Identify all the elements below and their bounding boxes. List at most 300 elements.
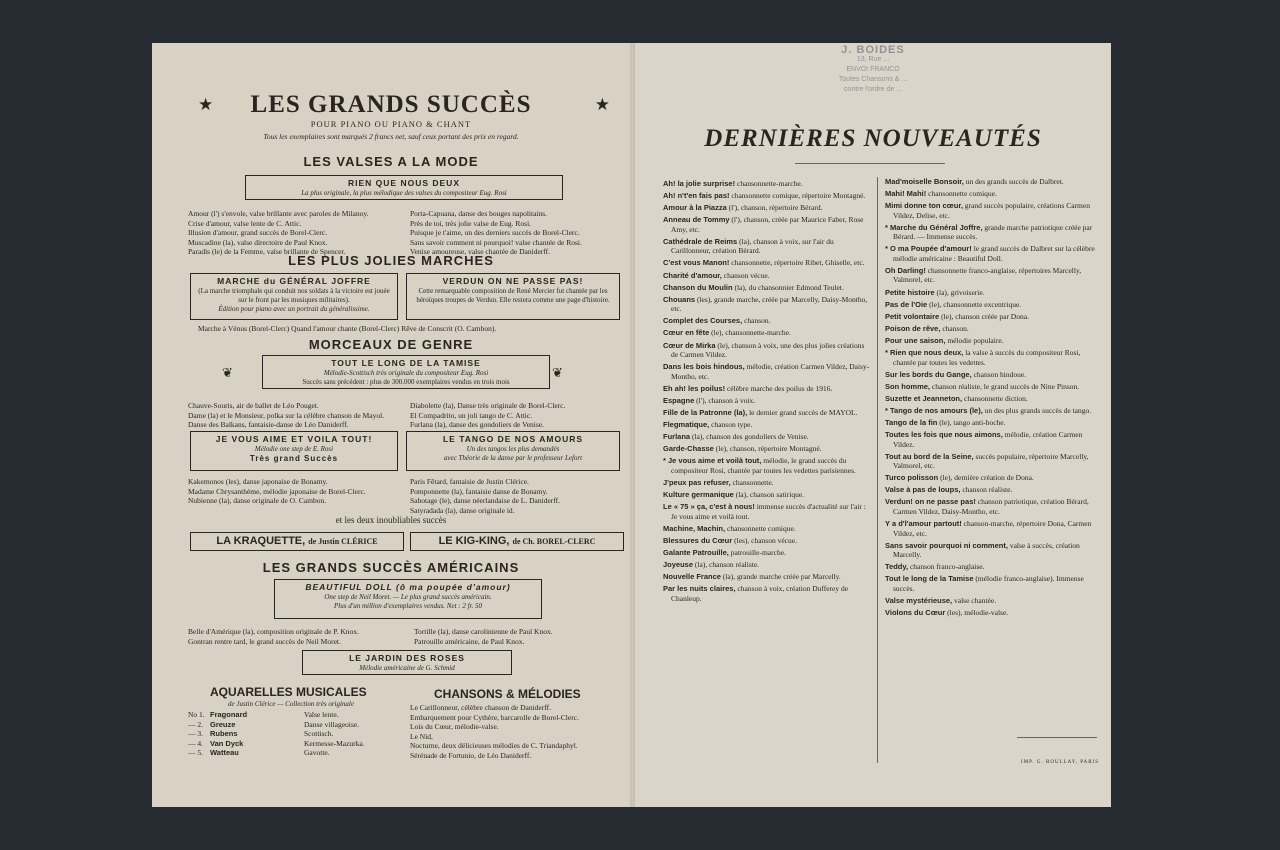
song-entry xyxy=(885,382,1097,392)
song-entry xyxy=(885,300,1097,310)
box-title: BEAUTIFUL DOLL (ô ma poupée d'amour) xyxy=(305,582,511,592)
song-title: Flegmatique, xyxy=(663,420,710,429)
song-description: (la), chanson satirique. xyxy=(733,489,805,499)
box-subtitle: One step de Neil Moret. — Le plus grand succès américain. xyxy=(324,593,492,601)
song-title: Espagne xyxy=(663,395,695,405)
song-description: (la), chanson réaliste. xyxy=(693,559,760,569)
item-name: Rubens xyxy=(210,729,238,739)
song-entry xyxy=(885,244,1097,263)
song-title: Anneau de Tommy xyxy=(663,215,730,225)
song-title: Fille de la Patronne (la), xyxy=(663,407,748,417)
song-entry xyxy=(663,548,871,558)
song-description: chansonnette diction. xyxy=(962,393,1028,403)
song-entry xyxy=(885,336,1097,346)
list-item: Patrouille américaine, de Paul Knox. xyxy=(414,636,525,646)
song-entry xyxy=(663,408,871,418)
song-title: Tout le long de la Tamise xyxy=(885,574,974,584)
song-entry xyxy=(885,418,1097,428)
aquarelles-subtitle: de Justin Clérice — Collection très originale xyxy=(228,700,354,708)
song-entry xyxy=(663,215,871,234)
song-entry xyxy=(663,316,871,326)
song-description: (les), chanson vécue. xyxy=(732,535,797,545)
song-entry xyxy=(663,536,871,546)
song-title: Mimi donne ton cœur, xyxy=(885,201,963,211)
kigking-box xyxy=(410,532,624,551)
song-title: Nouvelle France xyxy=(663,572,721,582)
song-title: * O ma Poupée d'amour! xyxy=(885,244,972,254)
song-entry xyxy=(663,283,871,293)
song-title: Cathédrale de Reims xyxy=(663,236,738,246)
marche-joffre-box xyxy=(190,273,398,320)
song-description: grande marche patriotique créée par Bérard. — Immense succès. xyxy=(893,222,1093,242)
inoubliables-text: et les deux inoubliables succès xyxy=(335,515,447,525)
song-description: (la), du chansonnier Edmond Teulet. xyxy=(732,282,844,292)
song-entry xyxy=(663,203,871,213)
americains-list-1 xyxy=(188,627,413,646)
chansons-heading: CHANSONS & MÉLODIES xyxy=(434,687,581,701)
song-entry xyxy=(663,179,871,189)
song-entry xyxy=(663,572,871,582)
box-title: TOUT LE LONG DE LA TAMISE xyxy=(331,358,481,368)
song-description: chanson. xyxy=(742,316,771,326)
song-description: la valse à succès du compositeur Rosi, chantée par toutes les vedettes. xyxy=(893,348,1081,367)
song-title: Kulture germanique xyxy=(663,489,734,499)
song-entry xyxy=(663,502,871,521)
dealer-stamp xyxy=(803,45,943,115)
box-title: JE VOUS AIME ET VOILA TOUT! xyxy=(215,434,373,444)
song-description: valse à succès, création Marcelly. xyxy=(893,540,1080,560)
song-title: Toutes les fois que nous aimons, xyxy=(885,430,1003,440)
song-entry xyxy=(663,456,871,475)
song-entry xyxy=(885,370,1097,380)
song-entry xyxy=(885,497,1097,516)
song-entry xyxy=(885,519,1097,538)
song-entry xyxy=(663,191,871,201)
stamp-line: contre l'ordre de ... xyxy=(843,86,903,93)
box-note: Édition pour piano avec un portrait du généralissime. xyxy=(218,305,370,313)
song-entry xyxy=(663,396,871,406)
song-title: Amour à la Piazza xyxy=(663,203,727,213)
list-item: Kakemonos (les), danse japonaise de Bonamy. xyxy=(188,477,328,486)
chansons-list xyxy=(410,703,624,761)
jardin-des-roses-box xyxy=(302,650,512,675)
song-entry xyxy=(885,201,1097,220)
song-title: Y a d'l'amour partout! xyxy=(885,519,962,529)
list-item: Lois du Cœur, mélodie-valse. xyxy=(410,722,499,732)
song-title: Cœur de Mirka xyxy=(663,340,716,350)
song-description: chanson. xyxy=(940,323,969,333)
song-title: * Rien que nous deux, xyxy=(885,348,964,358)
list-item: Sans savoir comment ni pourquoi! valse chantée de Rosi. xyxy=(410,237,582,247)
list-item: Sérénade de Fortunio, de Léo Daniderff. xyxy=(410,750,532,760)
list-item: Illusion d'amour, grand succès de Borel-Clerc. xyxy=(188,228,328,238)
item-type: Valse lente. xyxy=(304,710,339,719)
song-entry xyxy=(885,473,1097,483)
song-title: Tout au bord de la Seine, xyxy=(885,451,974,461)
song-entry xyxy=(885,394,1097,404)
kraquette-author: de Justin CLÉRICE xyxy=(308,537,378,546)
list-item: Diabolette (la), Danse très originale de Borel-Clerc. xyxy=(410,401,566,410)
song-entry xyxy=(885,223,1097,242)
stamp-line: Toutes Chansons & ... xyxy=(838,76,908,83)
marches-heading: LES PLUS JOLIES MARCHES xyxy=(288,253,494,268)
list-item: Dame (la) et le Monsieur, polka sur la célèbre chanson de Mayol. xyxy=(188,410,385,420)
song-description: (mélodie franco-anglaise). Immense succès. xyxy=(893,574,1084,593)
imprint-rule xyxy=(1017,737,1097,738)
song-entry xyxy=(885,430,1097,449)
song-entry xyxy=(885,288,1097,298)
song-title: Furlana xyxy=(663,432,691,442)
valses-list-2 xyxy=(410,209,624,257)
genre-list-3 xyxy=(188,477,403,506)
list-item: Puisque je t'aime, un des derniers succès de Borel-Clerc. xyxy=(410,228,580,238)
song-title: Valse mystérieuse, xyxy=(885,595,953,605)
song-entry xyxy=(885,452,1097,471)
item-number: No 1. xyxy=(188,710,205,719)
list-item xyxy=(188,710,403,720)
je-vous-aime-box xyxy=(190,431,398,471)
song-title: Charité d'amour, xyxy=(663,270,722,280)
song-entry xyxy=(663,237,871,256)
song-title: Machine, Machin, xyxy=(663,523,726,533)
item-name: Greuze xyxy=(210,719,236,729)
list-item: Embarquement pour Cythère, barcarolle de Borel-Clerc. xyxy=(410,712,579,722)
song-title: Dans les bois hindous, xyxy=(663,362,745,372)
item-name: Fragonard xyxy=(210,710,248,719)
song-description: patrouille-marche. xyxy=(728,547,786,557)
song-description: chanson à voix, création Dufferey de Chanleup. xyxy=(671,584,849,603)
kigking-author: de Ch. BOREL-CLERC xyxy=(512,537,596,546)
list-item: Nubienne (la), danse originale de O. Cambon. xyxy=(188,496,327,506)
box-text: (La marche triomphale qui conduit nos soldats à la victoire est jouée sur le front par les musiques militaires). xyxy=(198,287,390,304)
box-text: Cette remarquable composition de René Mercier fut chantée par les héroïques troupes de Verdun. Elle restera comme une page d'histoire. xyxy=(416,287,610,304)
song-title: Turco polisson xyxy=(885,473,939,483)
song-description: chansonnette comique. xyxy=(926,189,997,199)
ornament-icon: ❦ xyxy=(222,365,233,380)
song-description: chanson type. xyxy=(709,420,753,429)
list-item: Paris Fêtard, fantaisie de Justin Clérice. xyxy=(410,477,529,486)
song-title: Petite histoire xyxy=(885,287,935,297)
star-icon: ★ xyxy=(594,95,610,114)
song-title: Petit volontaire xyxy=(885,311,940,321)
song-entry xyxy=(663,560,871,570)
item-type: Kermesse-Mazurka. xyxy=(304,738,365,748)
item-type: Danse villageoise. xyxy=(304,719,359,729)
list-item: Furlana (la), danse des gondoliers de Venise. xyxy=(410,420,544,430)
americains-list-2 xyxy=(414,627,624,646)
song-description: valse chantée. xyxy=(952,595,997,605)
song-entry xyxy=(885,324,1097,334)
song-entry xyxy=(663,271,871,281)
song-entry xyxy=(663,362,871,381)
nouveautes-col-2 xyxy=(885,177,1097,620)
song-description: (l'), chanson, répertoire Bérard. xyxy=(726,203,823,213)
song-title: Chanson du Moulin xyxy=(663,282,733,292)
box-subtitle: Un des tangos les plus demandés xyxy=(466,445,560,453)
song-entry xyxy=(885,485,1097,495)
song-description: (le), chanson à voix, une des plus jolies créations de Carmen Vildez. xyxy=(671,340,865,360)
song-description: (l'), chanson, créée par Maurice Faber, Rose Amy, etc. xyxy=(671,215,864,234)
item-name: Van Dyck xyxy=(210,738,244,748)
valses-list-1 xyxy=(188,209,400,257)
box-note: Très grand Succès xyxy=(249,454,339,463)
list-item: Satyradada (la), danse originale id. xyxy=(410,505,515,515)
box-title: LE JARDIN DES ROSES xyxy=(349,653,465,663)
song-entry xyxy=(885,608,1097,618)
song-description: (les), grande marche, créée par Marcelly, Daisy-Montho, etc. xyxy=(671,294,868,314)
box-title: VERDUN ON NE PASSE PAS! xyxy=(442,276,584,286)
list-item: Gontran rentre tard, le grand succès de Neil Moret. xyxy=(188,636,341,646)
item-type: Scottisch. xyxy=(304,729,334,739)
aquarelles-list xyxy=(188,710,403,758)
song-title: Galante Patrouille, xyxy=(663,547,729,557)
list-item: Près de toi, très jolie valse de Eug. Rosi. xyxy=(410,218,532,228)
song-entry xyxy=(663,341,871,360)
box-note: Succès sans précédent : plus de 300.000 exemplaires vendus en trois mois xyxy=(302,378,510,386)
box-title: RIEN QUE NOUS DEUX xyxy=(348,178,460,188)
song-description: (la), grivoiserie. xyxy=(934,287,985,297)
box-title: LE TANGO DE NOS AMOURS xyxy=(442,434,584,444)
song-entry xyxy=(663,432,871,442)
song-description: (le), chansonnette-marche. xyxy=(709,328,791,338)
song-description: chanson réaliste. xyxy=(960,485,1013,495)
song-description: chansonnette comique. xyxy=(725,523,796,533)
song-description: immense succès d'actualité sur l'air : Je vous aime et voilà tout. xyxy=(671,502,866,521)
box-subtitle: Mélodie-Scottisch très originale du compositeur Eug. Rosi xyxy=(323,369,489,377)
song-entry xyxy=(885,266,1097,285)
song-description: chanson patriotique, création Bérard, Carmen Vildez, Daisy-Montho, etc. xyxy=(893,497,1089,516)
song-title: Pas de l'Oie xyxy=(885,299,928,309)
song-description: succès populaire, répertoire Marcelly, Valmorel, etc. xyxy=(893,451,1089,471)
list-item xyxy=(188,729,403,739)
ornament-icon: ❦ xyxy=(552,365,563,380)
song-title: * Je vous aime et voilà tout, xyxy=(663,456,762,466)
song-title: Sur les bords du Gange, xyxy=(885,369,972,379)
song-description: (la), chanson à voix, sur l'air du Carillonneur, création Bérard. xyxy=(671,236,834,256)
song-description: un des plus grands succès de tango. xyxy=(982,405,1092,415)
list-item: Venise amoureuse, valse chantée de Daniderff. xyxy=(410,247,551,257)
tango-box xyxy=(406,431,620,471)
stamp-line: 13, Rue ... xyxy=(856,56,890,63)
left-title: LES GRANDS SUCCÈS xyxy=(250,91,532,118)
genre-list-2 xyxy=(410,401,624,430)
song-title: * Tango de nos amours (le), xyxy=(885,405,983,415)
imprint: IMP. G. ROULLAY, PARIS xyxy=(1021,760,1099,765)
song-description: chansonnette. xyxy=(730,477,774,487)
song-description: (le), chansonnette excentrique. xyxy=(927,299,1022,309)
song-entry xyxy=(663,420,871,430)
song-entry xyxy=(885,541,1097,560)
song-title: Complet des Courses, xyxy=(663,316,743,326)
list-item: Danse des Balkans, fantaisie-danse de Léo Daniderff. xyxy=(188,420,349,430)
genre-list-1 xyxy=(188,401,403,430)
list-item: El Compadrito, un joli tango de C. Attic. xyxy=(410,410,533,420)
song-description: (l'), chanson à voix. xyxy=(694,395,756,405)
list-item: Madame Chrysanthème, mélodie japonaise de Borel-Clerc. xyxy=(188,486,366,496)
song-title: Le « 75 » ça, c'est à nous! xyxy=(663,502,755,512)
song-title: Pour une saison, xyxy=(885,335,946,345)
song-title: Sans savoir pourquoi ni comment, xyxy=(885,540,1008,550)
box-subtitle: Mélodie américaine de G. Schmid xyxy=(359,664,455,672)
song-description: mélodie, création Carmen Vildez. xyxy=(893,430,1083,449)
list-item: Le Carillonneur, célèbre chanson de Daniderff. xyxy=(410,703,551,712)
list-item: Chauve-Souris, air de ballet de Léo Pouget. xyxy=(188,401,319,410)
nouveautes-col-1 xyxy=(663,179,871,606)
song-title: Garde-Chasse xyxy=(663,444,714,454)
left-subtitle: POUR PIANO OU PIANO & CHANT xyxy=(310,119,472,129)
song-entry xyxy=(663,384,871,394)
list-item: Belle d'Amérique (la), composition originale de P. Knox. xyxy=(188,627,359,636)
song-description: le grand succès de Dalbret sur la célèbre mélodie américaine : Beautiful Doll. xyxy=(893,244,1095,263)
song-description: (le), dernière création de Dona. xyxy=(938,473,1034,483)
kigking-title: LE KIG-KING, xyxy=(438,535,510,547)
box-note: avec Théorie de la danse par le professeur Lefort xyxy=(443,454,583,462)
box-title: MARCHE du GÉNÉRAL JOFFRE xyxy=(217,276,371,286)
song-title: Oh Darling! xyxy=(885,265,926,275)
song-description: chanson hindoue. xyxy=(971,369,1027,379)
song-entry xyxy=(885,312,1097,322)
song-title: Blessures du Cœur xyxy=(663,535,733,545)
song-title: Tango de la fin xyxy=(885,418,938,427)
song-entry xyxy=(663,524,871,534)
kraquette-box xyxy=(190,532,404,551)
right-title: DERNIÈRES NOUVEAUTÉS xyxy=(704,125,1042,152)
item-name: Watteau xyxy=(210,748,239,758)
box-subtitle: La plus originale, la plus mélodique des valses du compositeur Eug. Rosi xyxy=(301,189,507,197)
song-entry xyxy=(885,574,1097,593)
song-description: chanson réaliste, le grand succès de Nine Pinson. xyxy=(930,381,1080,391)
song-title: Verdun! on ne passe pas! xyxy=(885,497,976,507)
song-title: Chouans xyxy=(663,294,696,304)
song-description: chansonnette franco-anglaise, répertoires Marcelly, Valmorel, etc. xyxy=(893,265,1082,285)
beautiful-doll-box xyxy=(274,579,542,619)
list-item: Crise d'amour, valse lente de C. Attic. xyxy=(188,218,302,228)
song-title: Poison de rêve, xyxy=(885,323,941,333)
list-item: Muscadine (la), valse directoire de Paul Knox. xyxy=(188,237,328,247)
song-title: Cœur en fête xyxy=(663,328,710,338)
list-item: Nocturne, deux délicieuses mélodies de C. Triandaphyl. xyxy=(410,741,578,751)
song-entry xyxy=(885,596,1097,606)
item-type: Gavotte. xyxy=(304,748,330,758)
item-number: — 5. xyxy=(188,748,203,758)
song-title: Violons du Cœur xyxy=(885,608,946,618)
song-description: (le), chanson, répertoire Montagné. xyxy=(713,444,822,454)
song-description: (les), mélodie-valse. xyxy=(945,608,1009,618)
song-title: Valse à pas de loups, xyxy=(885,485,961,495)
song-entry xyxy=(663,478,871,488)
list-item: Le Nid, xyxy=(410,731,433,741)
list-item xyxy=(188,739,403,749)
item-number: — 3. xyxy=(188,729,203,739)
price-note: Tous les exemplaires sont marqués 2 francs net, sauf ceux portant des prix en regard. xyxy=(263,132,519,141)
song-entry xyxy=(663,490,871,500)
song-description: (le), tango anti-boche. xyxy=(937,418,1006,427)
song-description: célèbre marche des poilus de 1916. xyxy=(725,383,833,393)
song-description: chanson vécue. xyxy=(721,270,770,280)
list-item xyxy=(188,720,403,730)
list-item: Pomponnette (la), fantaisie danse de Bonamy. xyxy=(410,486,548,496)
song-entry xyxy=(885,562,1097,572)
song-description: mélodie, le grand succès du compositeur Rosi, chantée par toutes les vedettes parisiennes. xyxy=(671,456,856,475)
genre-heading: MORCEAUX DE GENRE xyxy=(308,337,474,352)
song-entry xyxy=(885,189,1097,199)
song-title: Suzette et Jeanneton, xyxy=(885,393,963,403)
song-title: C'est vous Manon! xyxy=(663,258,730,268)
list-item: Tortille (la), danse carolinienne de Paul Knox. xyxy=(414,627,553,636)
song-description: (la), chanson des gondoliers de Venise. xyxy=(690,432,809,442)
song-entry xyxy=(885,177,1097,187)
song-description: le dernier grand succès de MAYOL. xyxy=(747,407,858,417)
song-title: * Marche du Général Joffre, xyxy=(885,222,983,232)
americains-heading: LES GRANDS SUCCÈS AMÉRICAINS xyxy=(262,560,520,575)
title-rule xyxy=(795,163,945,164)
list-item: Paradis (le) de la Femme, valse brillante de Spencer. xyxy=(188,247,346,257)
tamise-box xyxy=(262,355,550,389)
song-title: Ah! n't'en fais pas! xyxy=(663,191,730,201)
star-icon: ★ xyxy=(198,95,214,114)
column-divider xyxy=(877,177,878,763)
item-number: — 4. xyxy=(188,738,203,748)
list-item: Amour (l') s'envole, valse brillante avec paroles de Milanoy. xyxy=(188,209,369,218)
song-title: Joyeuse xyxy=(663,559,694,569)
list-item xyxy=(188,748,403,758)
song-description: (la), grande marche créée par Marcelly. xyxy=(720,572,841,582)
song-description: mélodie populaire. xyxy=(945,335,1004,345)
song-description: grand succès populaire, créations Carmen Vildez, Delise, etc. xyxy=(893,201,1090,220)
right-page xyxy=(635,43,1111,807)
verdun-box xyxy=(406,273,620,320)
song-title: Son homme, xyxy=(885,381,931,391)
list-item: Sabotage (le), danse néerlandaise de L. Daniderff. xyxy=(410,496,561,506)
song-entry xyxy=(663,258,871,268)
song-description: chansonnette-marche. xyxy=(735,179,803,188)
song-description: (le), chanson créée par Dona. xyxy=(939,311,1029,321)
song-entry xyxy=(663,584,871,603)
song-description: mélodie, création Carmen Vildez, Daisy-Montho, etc. xyxy=(671,362,870,381)
rien-que-nous-deux-box xyxy=(245,175,563,200)
song-title: Par les nuits claires, xyxy=(663,584,736,594)
song-entry xyxy=(885,348,1097,367)
stamp-line: ENVOI FRANCO xyxy=(846,66,900,73)
song-title: Ah! la jolie surprise! xyxy=(663,179,736,188)
box-subtitle: Mélodie one step de E. Rosi xyxy=(254,445,334,453)
left-page xyxy=(152,43,630,807)
song-entry xyxy=(885,406,1097,416)
item-number: — 2. xyxy=(188,719,203,729)
valses-heading: LES VALSES A LA MODE xyxy=(303,154,479,169)
aquarelles-heading: AQUARELLES MUSICALES xyxy=(210,685,367,699)
stamp-line: J. BOIDES xyxy=(841,44,905,56)
song-entry xyxy=(663,295,871,314)
song-description: chanson franco-anglaise. xyxy=(908,562,985,572)
marches-line: Marche à Vénus (Borel-Clerc) Quand l'amour chante (Borel-Clerc) Rêve de Conscrit (O. Cambon). xyxy=(198,324,497,333)
list-item: Porta-Capuana, danse des bouges napolitains. xyxy=(410,209,548,218)
song-entry xyxy=(663,328,871,338)
song-title: J'peux pas refuser, xyxy=(663,477,731,487)
song-description: chansonnette comique, répertoire Montagné. xyxy=(729,191,866,201)
kraquette-title: LA KRAQUETTE, xyxy=(216,535,306,547)
box-note: Plus d'un million d'exemplaires vendus. Net : 2 fr. 50 xyxy=(334,602,482,610)
song-description: un des grands succès de Dalbret. xyxy=(963,177,1064,186)
song-description: chansonnette, répertoire Ribet, Ghiselle, etc. xyxy=(729,258,865,268)
song-description: chanson-marche, répertoire Dona, Carmen Vildez, etc. xyxy=(893,519,1092,538)
song-title: Mahi! Mahi! xyxy=(885,189,927,199)
song-title: Mad'moiselle Bonsoir, xyxy=(885,177,964,186)
song-title: Eh ah! les poilus! xyxy=(663,383,726,393)
song-entry xyxy=(663,444,871,454)
song-title: Teddy, xyxy=(885,562,909,572)
genre-list-4 xyxy=(410,477,624,515)
